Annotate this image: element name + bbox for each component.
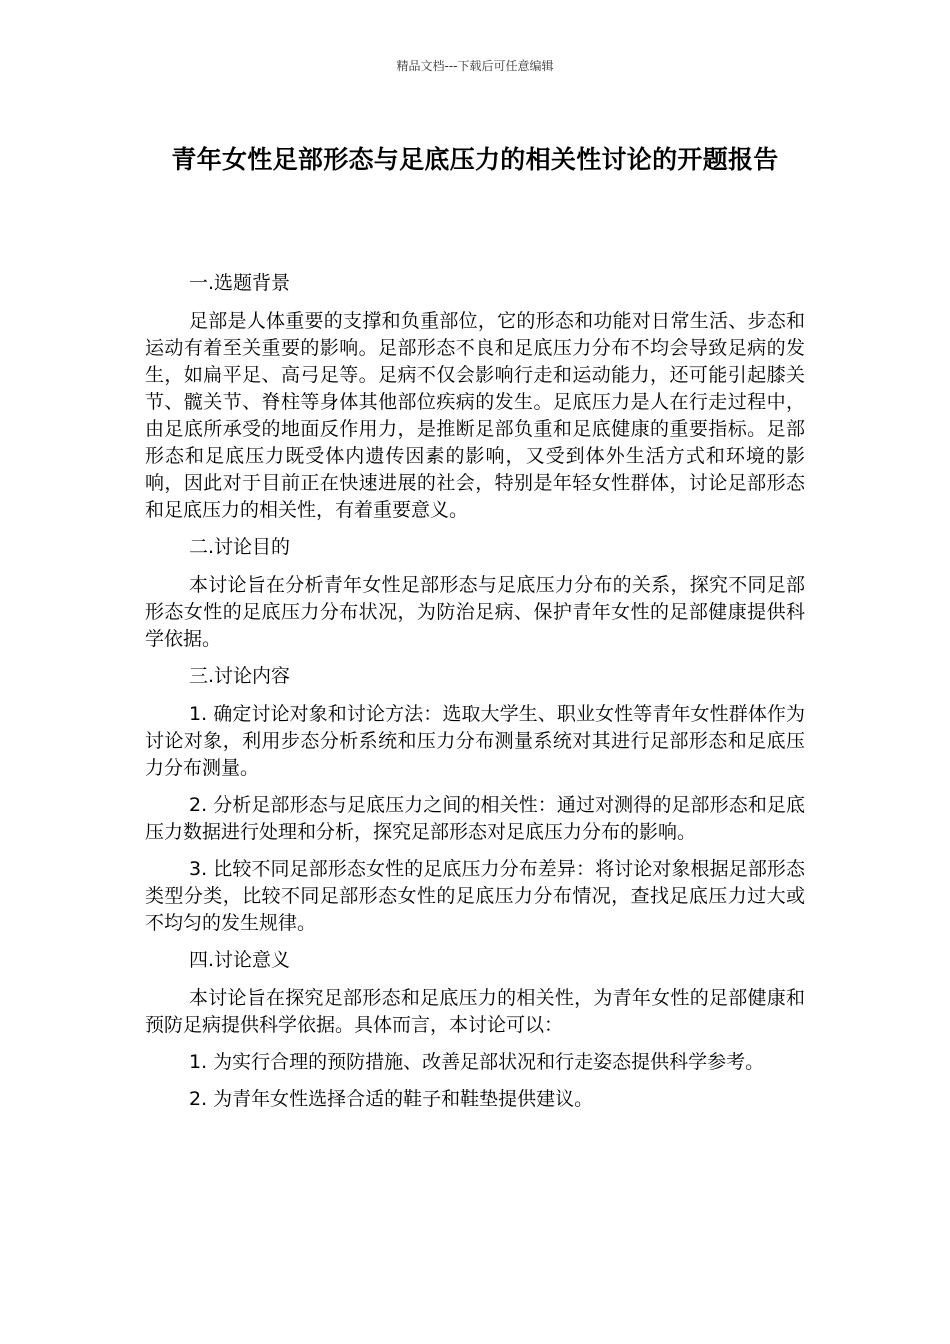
list-item-significance-2: 2. 为青年女性选择合适的鞋子和鞋垫提供建议。: [189, 1088, 594, 1110]
document-title: 青年女性足部形态与足底压力的相关性讨论的开题报告: [171, 145, 779, 174]
paragraph-significance: 本讨论旨在探究足部形态和足底压力的相关性，为青年女性的足部健康和预防足病提供科学依据。具体而言，本讨论可以：: [145, 987, 805, 1036]
paragraph-background: 足部是人体重要的支撑和负重部位，它的形态和功能对日常生活、步态和运动有着至关重要的影响。足部形态不良和足底压力分布不均会导致足病的发生，如扁平足、高弓足等。足病不仅会影响行走和运动能力，还可能引起膝关节、髋关节、脊柱等身体其他部位疾病的发生。足底压力是人在行走过程中，由足底所承受的地面反作用力，是推断足部负重和足底健康的重要指标。足部形态和足底压力既受体内遗传因素的影响，又受到体外生活方式和环境的影响，因此对于目前正在快速进展的社会，特别是年轻女性群体，讨论足部形态和足底压力的相关性，有着重要意义。: [145, 310, 805, 521]
section-heading-content: 三.讨论内容: [189, 665, 291, 687]
list-item-content-3: 3. 比较不同足部形态女性的足底压力分布差异：将讨论对象根据足部形态类型分类，比较不同足部形态女性的足底压力分布情况，查找足底压力过大或不均匀的发生规律。: [145, 858, 805, 934]
paragraph-purpose: 本讨论旨在分析青年女性足部形态与足底压力分布的关系，探究不同足部形态女性的足底压力分布状况，为防治足病、保护青年女性的足部健康提供科学依据。: [145, 574, 805, 650]
list-item-significance-1: 1. 为实行合理的预防措施、改善足部状况和行走姿态提供科学参考。: [189, 1051, 765, 1073]
section-heading-background: 一.选题背景: [189, 272, 291, 294]
document-body: [145, 270, 805, 1123]
section-heading-purpose: 二.讨论目的: [189, 536, 291, 558]
section-heading-significance: 四.讨论意义: [189, 949, 291, 971]
list-item-content-2: 2. 分析足部形态与足底压力之间的相关性：通过对测得的足部形态和足底压力数据进行处理和分析，探究足部形态对足底压力分布的影响。: [145, 794, 805, 843]
list-item-content-1: 1. 确定讨论对象和讨论方法：选取大学生、职业女性等青年女性群体作为讨论对象，利用步态分析系统和压力分布测量系统对其进行足部形态和足底压力分布测量。: [145, 703, 805, 779]
header-note: 精品文档---下载后可任意编辑: [396, 59, 554, 73]
